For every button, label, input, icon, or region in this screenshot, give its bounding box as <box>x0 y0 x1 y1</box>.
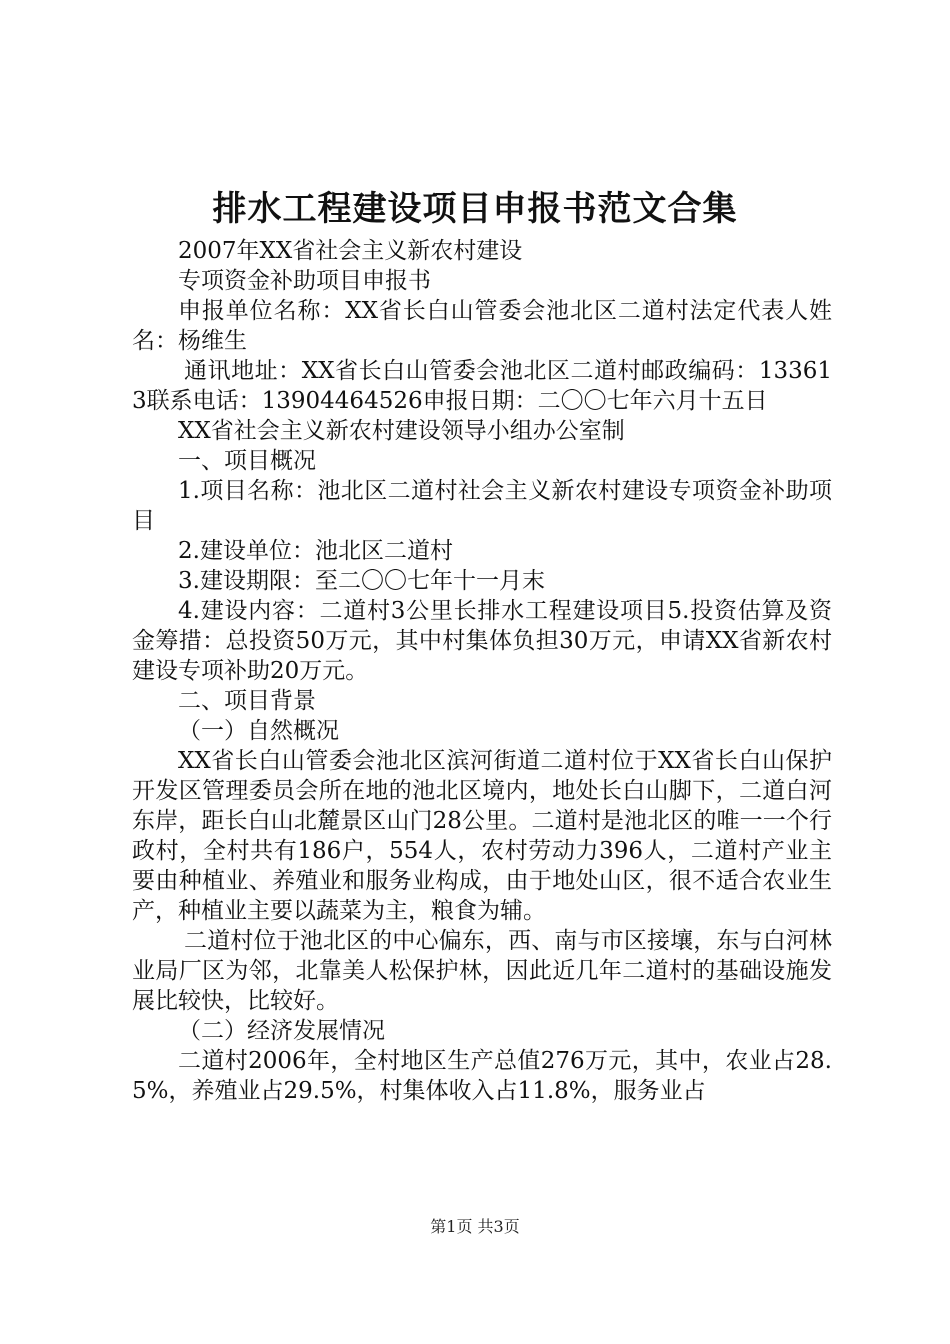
paragraph-contact: 通讯地址：XX省长白山管委会池北区二道村邮政编码：133613联系电话：13904464526申报日期：二〇〇七年六月十五日 <box>132 358 832 414</box>
paragraph-period: 3.建设期限：至二〇〇七年十一月末 <box>178 568 545 594</box>
section-heading-background: 二、项目背景 <box>178 688 316 714</box>
paragraph-economy: 二道村2006年，全村地区生产总值276万元，其中，农业占28.5%，养殖业占29.5%，村集体收入占11.8%，服务业占 <box>132 1048 832 1104</box>
paragraph-year-heading: 2007年XX省社会主义新农村建设 <box>178 238 523 264</box>
paragraph-subtitle: 专项资金补助项目申报书 <box>178 268 431 294</box>
paragraph-builder: 2.建设单位：池北区二道村 <box>178 538 453 564</box>
paragraph-project-name: 1.项目名称：池北区二道村社会主义新农村建设专项资金补助项目 <box>132 478 832 534</box>
document-body <box>132 236 832 1106</box>
paragraph-applicant: 申报单位名称：XX省长白山管委会池北区二道村法定代表人姓名：杨维生 <box>132 298 832 354</box>
subsection-heading-natural: （一）自然概况 <box>178 718 339 744</box>
page-footer: 第1页 共3页 <box>430 1217 520 1236</box>
document-title: 排水工程建设项目申报书范文合集 <box>212 189 738 229</box>
paragraph-content: 4.建设内容：二道村3公里长排水工程建设项目5.投资估算及资金筹措：总投资50万元，其中村集体负担30万元，申请XX省新农村建设专项补助20万元。 <box>132 598 832 684</box>
paragraph-location: 二道村位于池北区的中心偏东，西、南与市区接壤，东与白河林业局厂区为邻，北靠美人松保护林，因此近几年二道村的基础设施发展比较快，比较好。 <box>132 928 832 1014</box>
paragraph-natural: XX省长白山管委会池北区滨河街道二道村位于XX省长白山保护开发区管理委员会所在地的池北区境内，地处长白山脚下，二道白河东岸，距长白山北麓景区山门28公里。二道村是池北区的唯一一个行政村，全村共有186户，554人，农村劳动力396人，二道村产业主要由种植业、养殖业和服务业构成，由于地处山区，很不适合农业生产，种植业主要以蔬菜为主，粮食为辅。 <box>132 748 832 924</box>
subsection-heading-economy: （二）经济发展情况 <box>178 1018 385 1044</box>
paragraph-issuer: XX省社会主义新农村建设领导小组办公室制 <box>178 418 625 444</box>
section-heading-overview: 一、项目概况 <box>178 448 316 474</box>
